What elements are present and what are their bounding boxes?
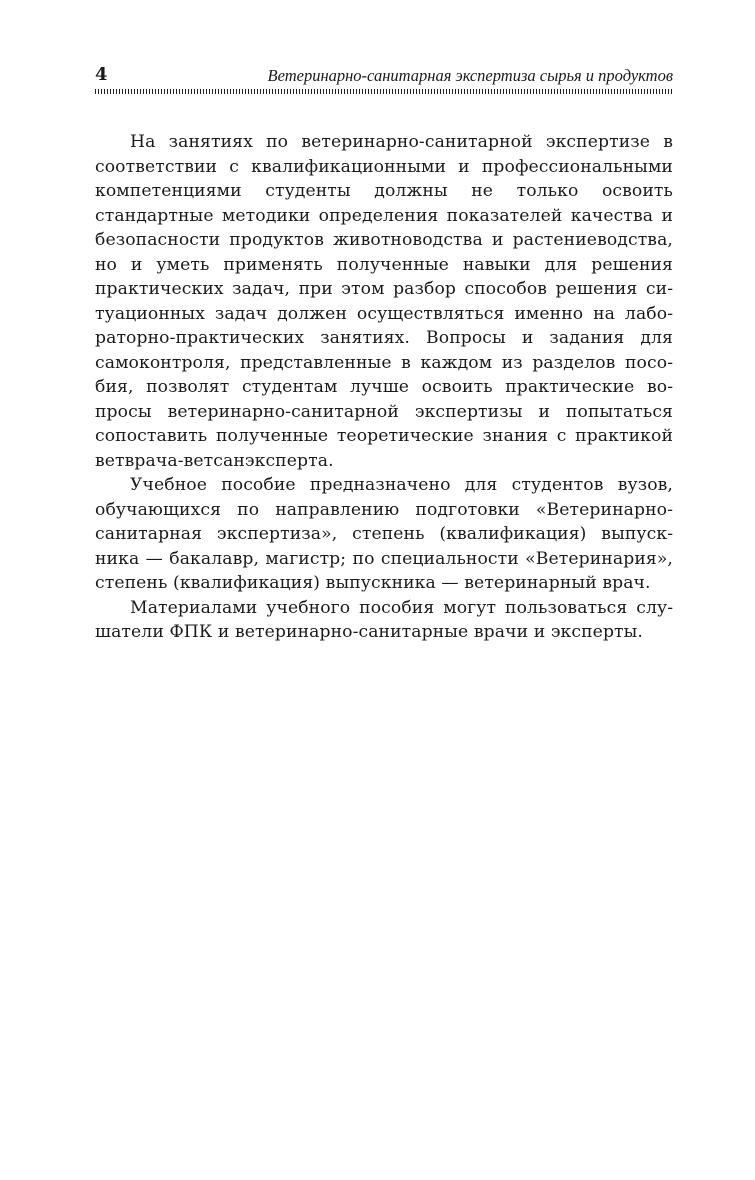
paragraph: Учебное пособие предназначено для студентов вузов, обучающихся по направлению подготовки «Ветеринарно-санитарная экспертиза», степень (квалификация) выпускника — бакалавр, магистр; по специальности «Ветеринария», степень (квалификация) выпускника — ветеринарный врач.: [95, 475, 673, 593]
header-rule: [95, 89, 673, 94]
running-header: [95, 62, 673, 88]
page-number: 4: [95, 64, 108, 85]
paragraph: На занятиях по ветеринарно-санитарной экспертизе в соответствии с квалификационными и профессиональными компетенциями студенты должны не только освоить стандартные методики определения показателей качества и безопасности продуктов животноводства и растениеводства, но и уметь применять полученные навыки для решения практических задач, при этом разбор способов решения ситуационных задач должен осуществляться именно на лабораторно-практических занятиях. Вопросы и задания для самоконтроля, представленные в каждом из разделов пособия, позволят студентам лучше освоить практические вопросы ветеринарно-санитарной экспертизы и попытаться сопоставить полученные теоретические знания с практикой ветврача-ветсанэксперта.: [95, 132, 673, 471]
paragraph: Материалами учебного пособия могут пользоваться слушатели ФПК и ветеринарно-санитарные врачи и эксперты.: [95, 597, 673, 642]
book-page: [95, 62, 673, 645]
running-title: Ветеринарно-санитарная экспертиза сырья и продуктов: [267, 66, 673, 85]
body-text: [95, 130, 673, 645]
